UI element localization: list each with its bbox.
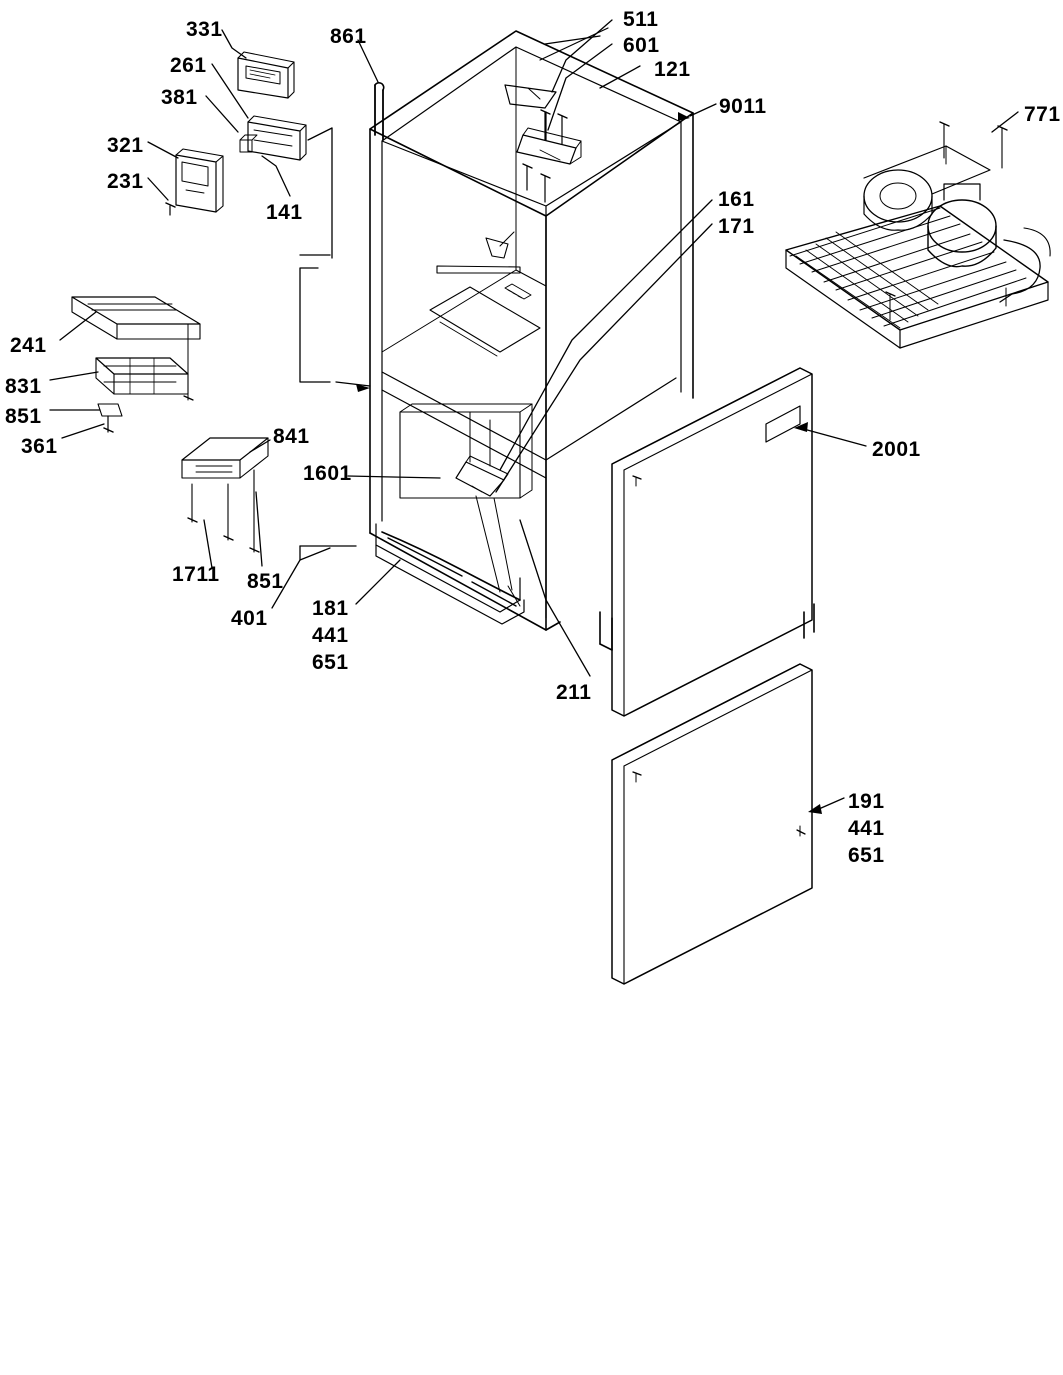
compressor-condenser-assembly [786,122,1050,348]
callout-441-lower: 441 [848,817,885,840]
callout-601: 601 [623,34,660,57]
left-shelf-assembly [72,297,200,432]
lower-left-drawer [182,438,268,552]
callout-211: 211 [556,681,592,704]
callout-401: 401 [231,607,268,630]
callout-511: 511 [623,8,659,31]
callout-9011: 9011 [719,95,767,118]
callout-191: 191 [848,790,885,813]
callout-161: 161 [718,188,755,211]
callout-2001: 2001 [872,438,921,461]
callout-651-upper: 651 [312,651,349,674]
callout-361: 361 [21,435,58,458]
callout-231: 231 [107,170,144,193]
callout-441-upper: 441 [312,624,349,647]
callout-181: 181 [312,597,349,620]
callout-331: 331 [186,18,223,41]
callout-861: 861 [330,25,367,48]
callout-171: 171 [718,215,755,238]
callout-1711: 1711 [172,563,220,586]
callout-321: 321 [107,134,144,157]
callout-771: 771 [1024,103,1061,126]
doors [612,368,812,984]
callout-651-lower: 651 [848,844,885,867]
callout-1601: 1601 [303,462,352,485]
callout-381: 381 [161,86,198,109]
callout-121: 121 [654,58,691,81]
callout-841: 841 [273,425,310,448]
callout-261: 261 [170,54,207,77]
callout-241: 241 [10,334,47,357]
top-hinge-assembly [505,28,608,202]
callout-851-upper: 851 [5,405,42,428]
callout-831: 831 [5,375,42,398]
cabinet-shell [370,31,814,650]
leader-lines [50,20,1018,812]
callout-141: 141 [266,201,303,224]
callout-851-lower: 851 [247,570,284,593]
